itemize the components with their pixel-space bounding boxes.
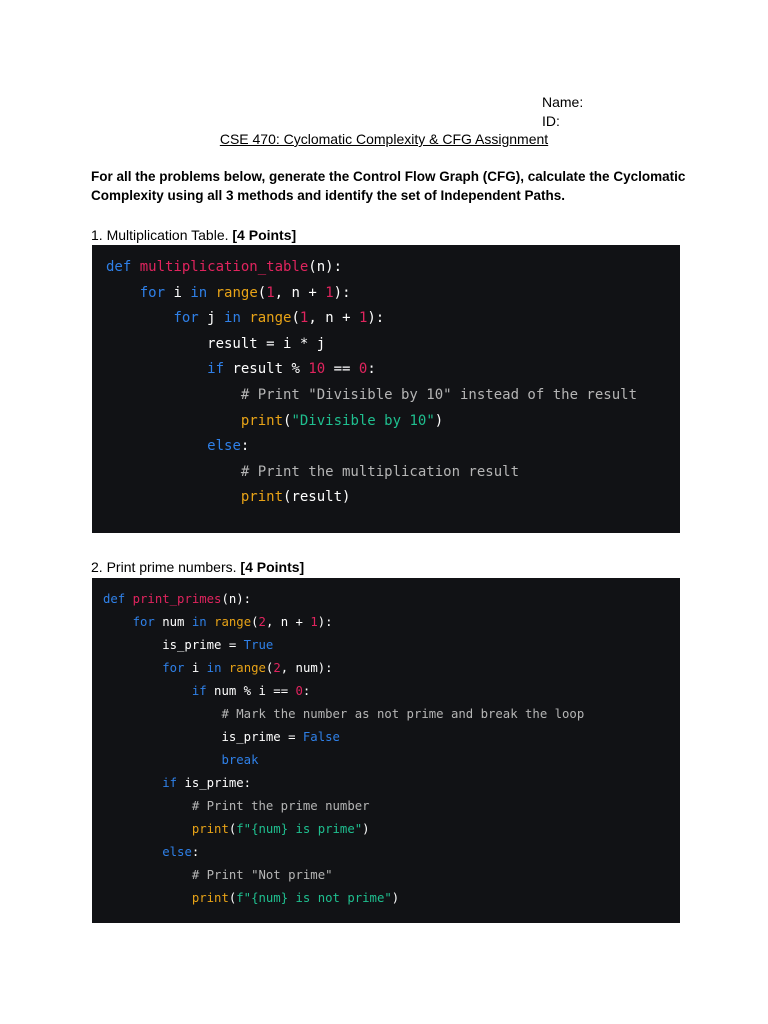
code-token xyxy=(103,822,192,836)
code-token: f"{num} is not prime" xyxy=(236,891,392,905)
problem-number: 1. xyxy=(91,227,103,243)
problem-points: [4 Points] xyxy=(240,559,305,575)
code-token: ) xyxy=(434,412,444,429)
code-token xyxy=(103,661,162,675)
code-token xyxy=(106,413,241,429)
code-token: 2 xyxy=(273,661,281,675)
code-line xyxy=(106,310,384,326)
code-token: if xyxy=(191,684,207,698)
code-token: num xyxy=(154,615,192,629)
code-line xyxy=(106,387,637,403)
code-token: : xyxy=(191,845,200,859)
code-token xyxy=(103,799,192,813)
code-token: 0 xyxy=(295,684,303,698)
code-token: else xyxy=(207,438,241,455)
code-token: in xyxy=(206,661,222,675)
code-token: print xyxy=(240,412,284,429)
code-token: # Print the prime number xyxy=(191,799,370,813)
code-token xyxy=(103,753,221,767)
code-line xyxy=(103,845,199,859)
instructions: For all the problems below, generate the Control Flow Graph (CFG), calculate the Cyclomatic Complexity using all 3 methods and identify the set of Independent Paths. xyxy=(91,169,686,203)
code-token xyxy=(106,489,241,505)
problem-number: 2. xyxy=(91,559,103,575)
code-token: in xyxy=(224,310,241,327)
code-token: is_prime = xyxy=(103,730,303,744)
code-token: for xyxy=(173,310,199,327)
code-line xyxy=(103,615,333,629)
code-token: result % xyxy=(224,361,309,378)
code-token: num % i == xyxy=(206,684,296,698)
code-token xyxy=(106,310,173,326)
code-token: # Print "Divisible by 10" instead of the result xyxy=(240,387,638,403)
code-token: (n): xyxy=(308,259,343,275)
code-token: range xyxy=(228,661,266,675)
code-token xyxy=(103,776,162,790)
code-token: ) xyxy=(391,891,400,905)
code-token: ( xyxy=(228,822,237,836)
code-line xyxy=(103,891,399,905)
code-token xyxy=(106,438,207,454)
code-token: j xyxy=(198,310,225,327)
code-token: 10 xyxy=(308,361,326,378)
code-token xyxy=(207,615,214,629)
code-token: : xyxy=(240,438,250,455)
code-token: "Divisible by 10" xyxy=(291,412,435,429)
code-token: ): xyxy=(317,615,333,629)
code-token xyxy=(207,285,215,301)
code-line xyxy=(103,592,251,606)
id-label: ID: xyxy=(542,113,560,129)
code-block-print-primes xyxy=(92,578,680,923)
problem-title: Multiplication Table. xyxy=(106,227,229,243)
code-token: ): xyxy=(333,284,351,301)
code-line xyxy=(106,489,350,505)
code-token: , num): xyxy=(280,661,333,675)
code-token: ( xyxy=(257,284,267,301)
code-token: 1 xyxy=(358,310,368,327)
code-line xyxy=(103,753,259,767)
code-token xyxy=(106,361,207,377)
code-token: True xyxy=(243,638,274,652)
code-token: ( xyxy=(228,891,237,905)
code-token xyxy=(103,615,133,629)
code-token: result = i * j xyxy=(106,335,326,352)
code-line xyxy=(103,638,273,652)
code-token xyxy=(103,891,192,905)
code-token xyxy=(106,285,140,301)
code-token: print xyxy=(240,489,284,506)
code-line xyxy=(103,730,340,744)
code-token: 1 xyxy=(325,284,334,301)
code-token xyxy=(103,845,162,859)
code-line xyxy=(106,438,249,454)
code-line xyxy=(103,661,333,675)
code-token: i xyxy=(165,284,191,301)
code-line xyxy=(106,336,325,352)
code-token: for xyxy=(162,661,185,675)
code-line xyxy=(106,464,519,480)
code-token: if xyxy=(207,361,225,378)
code-token xyxy=(106,464,241,480)
code-token: 1 xyxy=(299,310,309,327)
code-token: 1 xyxy=(266,284,275,301)
problem-points: [4 Points] xyxy=(232,227,297,243)
name-label: Name: xyxy=(542,94,584,110)
code-line xyxy=(103,799,370,813)
code-token: in xyxy=(190,284,208,301)
code-token: False xyxy=(302,730,340,744)
problem-2-heading xyxy=(91,558,304,576)
code-token: ): xyxy=(367,310,385,327)
code-token: print_primes xyxy=(132,592,222,606)
code-token: # Print "Not prime" xyxy=(191,868,333,882)
code-token: print xyxy=(191,822,229,836)
code-token: break xyxy=(221,753,259,767)
code-token: 0 xyxy=(358,361,368,378)
code-token: if xyxy=(162,776,178,790)
code-line xyxy=(103,707,584,721)
code-token: i xyxy=(184,661,207,675)
code-token: ) xyxy=(362,822,370,836)
assignment-title: CSE 470: Cyclomatic Complexity & CFG Assignment xyxy=(219,131,549,147)
problem-1-heading xyxy=(91,226,296,244)
code-token xyxy=(103,868,192,882)
code-line xyxy=(106,361,376,377)
code-token: else xyxy=(162,845,192,859)
code-token xyxy=(103,684,192,698)
code-line xyxy=(103,868,333,882)
code-token: def xyxy=(103,592,133,606)
code-block-multiplication-table xyxy=(92,245,680,533)
code-line xyxy=(103,776,251,790)
code-token: : xyxy=(367,361,376,378)
code-token xyxy=(106,387,241,403)
code-token: def xyxy=(106,259,140,275)
code-line xyxy=(106,259,342,275)
code-token xyxy=(103,707,221,721)
code-line xyxy=(103,684,310,698)
code-token: (result) xyxy=(283,489,351,506)
code-line xyxy=(106,413,443,429)
code-token: in xyxy=(191,615,207,629)
code-token: 2 xyxy=(258,615,266,629)
code-token: multiplication_table xyxy=(139,259,309,275)
code-line xyxy=(103,822,370,836)
code-token: range xyxy=(215,284,258,301)
code-token xyxy=(221,661,228,675)
code-token: == xyxy=(325,361,359,378)
code-token: print xyxy=(191,891,229,905)
code-token: ( xyxy=(291,310,300,327)
code-token: (n): xyxy=(221,592,252,606)
code-token: ( xyxy=(251,615,259,629)
code-line xyxy=(106,285,351,301)
code-token: # Mark the number as not prime and break the loop xyxy=(221,707,585,721)
code-token: ( xyxy=(283,412,292,429)
code-token: range xyxy=(214,615,252,629)
code-token: is_prime = xyxy=(103,638,244,652)
problem-title: Print prime numbers. xyxy=(106,559,237,575)
code-token: ( xyxy=(265,661,274,675)
code-token: : xyxy=(302,684,311,698)
code-token: for xyxy=(132,615,155,629)
code-token: , n + xyxy=(265,615,311,629)
code-token: for xyxy=(139,284,166,301)
code-token: , n + xyxy=(274,284,326,301)
code-token: # Print the multiplication result xyxy=(240,463,520,480)
code-token: f"{num} is prime" xyxy=(236,822,363,836)
code-token: 1 xyxy=(310,615,318,629)
code-token: , n + xyxy=(308,310,359,327)
code-token: is_prime: xyxy=(177,776,252,790)
code-token: range xyxy=(249,310,292,327)
